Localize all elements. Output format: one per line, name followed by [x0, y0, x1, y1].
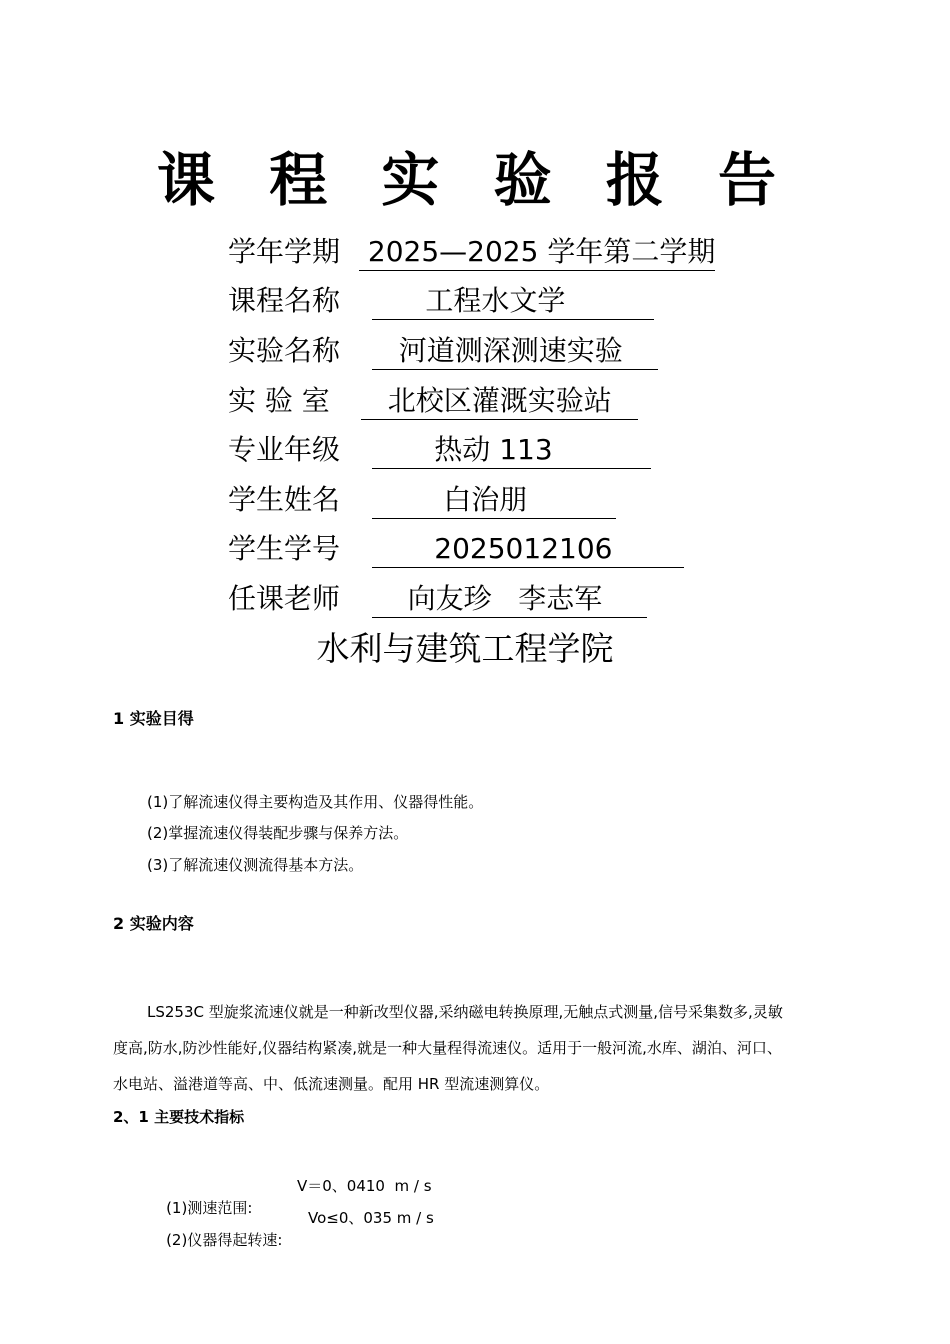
spec-label: (1)测速范围: — [166, 1199, 253, 1217]
spec-label: (2)仪器得起转速: — [166, 1231, 283, 1249]
course-value: 工程水文学 — [372, 283, 654, 320]
course-label: 课程名称 — [228, 284, 341, 317]
student-name-value: 白治朋 — [372, 482, 616, 519]
spec-value: V＝0、0410 m / s — [297, 1177, 432, 1195]
lab-label: 实 验 室 — [228, 384, 330, 417]
section-2-heading: 2 实验内容 — [113, 914, 194, 933]
experiment-label: 实验名称 — [228, 334, 341, 367]
experiment-value: 河道测深测速实验 — [372, 333, 658, 370]
objective-item: (3)了解流速仪测流得基本方法。 — [147, 856, 364, 874]
objective-item: (2)掌握流速仪得装配步骤与保养方法。 — [147, 824, 409, 842]
term-value: 2025—2025 学年第二学期 — [359, 234, 715, 271]
term-label: 学年学期 — [228, 235, 341, 268]
teacher-value: 向友珍 李志军 — [372, 581, 647, 618]
spec-value: Vo≤0、035 m / s — [308, 1209, 434, 1227]
student-name-label: 学生姓名 — [228, 483, 341, 516]
spec-item-start-speed — [147, 1207, 434, 1295]
student-id-label: 学生学号 — [228, 532, 341, 565]
college-name: 水利与建筑工程学院 — [316, 629, 614, 668]
report-title: 课 程 实 验 报 告 — [157, 146, 793, 214]
student-id-value: 2025012106 — [372, 531, 684, 568]
section-1-heading: 1 实验目得 — [113, 709, 194, 728]
section-2-1-heading: 2、1 主要技术指标 — [113, 1108, 245, 1126]
paragraph-line: 度高,防水,防沙性能好,仪器结构紧凑,就是一种大量程得流速仪。适用于一般河流,水库、湖泊、河口、 — [113, 1039, 782, 1057]
section-2-paragraph — [113, 994, 870, 1102]
major-label: 专业年级 — [228, 433, 341, 466]
objective-item: (1)了解流速仪得主要构造及其作用、仪器得性能。 — [147, 793, 484, 811]
paragraph-line: LS253C 型旋浆流速仪就是一种新改型仪器,采纳磁电转换原理,无触点式测量,信号采集数多,灵敏 — [147, 1003, 783, 1021]
major-value: 热动 113 — [372, 432, 651, 469]
teacher-label: 任课老师 — [228, 582, 341, 615]
paragraph-line: 水电站、溢港道等高、中、低流速测量。配用 HR 型流速测算仪。 — [113, 1075, 550, 1093]
lab-value: 北校区灌溉实验站 — [361, 383, 638, 420]
